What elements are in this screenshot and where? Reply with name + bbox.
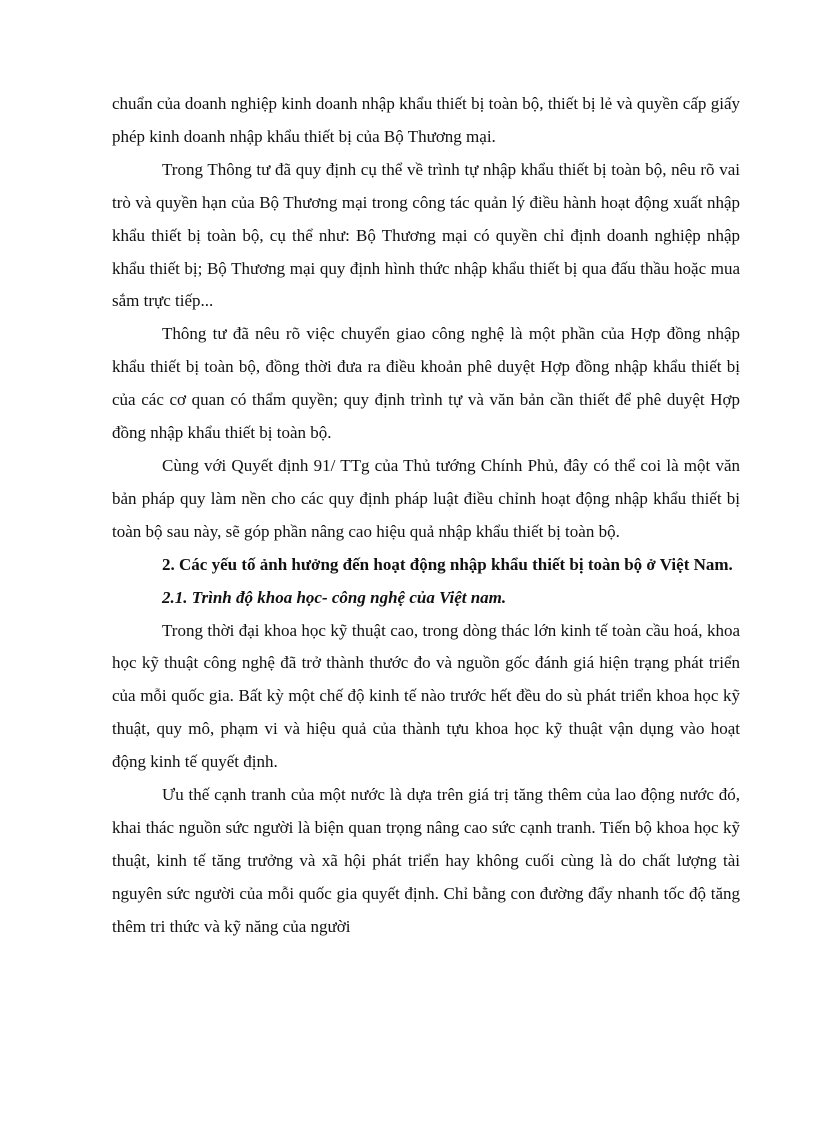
paragraph-competitive-advantage: Ưu thế cạnh tranh của một nước là dựa trên giá trị tăng thêm của lao động nước đó, khai thác nguồn sức người là biện quan trọng nâng cao sức cạnh tranh. Tiến bộ khoa học kỹ thuật, kinh tế tăng trưởng và xã hội phát triển hay không cuối cùng là do chất lượng tài nguyên sức người của mỗi quốc gia quyết định. Chỉ bằng con đường đẩy nhanh tốc độ tăng thêm tri thức và kỹ năng của người [112, 785, 740, 936]
paragraph-technology-transfer: Thông tư đã nêu rõ việc chuyển giao công nghệ là một phần của Hợp đồng nhập khẩu thiết bị toàn bộ, đồng thời đưa ra điều khoản phê duyệt Hợp đồng nhập khẩu thiết bị của các cơ quan có thẩm quyền; quy định trình tự và văn bản cần thiết để phê duyệt Hợp đồng nhập khẩu thiết bị toàn bộ. [112, 324, 740, 443]
subsection-heading: 2.1. Trình độ khoa học- công nghệ của Việt nam. [162, 587, 507, 607]
body-text [112, 88, 740, 944]
paragraph-continuation: chuẩn của doanh nghiệp kinh doanh nhập khẩu thiết bị toàn bộ, thiết bị lẻ và quyền cấp giấy phép kinh doanh nhập khẩu thiết bị của Bộ Thương mại. [112, 94, 740, 146]
paragraph-circular-content: Trong Thông tư đã quy định cụ thể về trình tự nhập khẩu thiết bị toàn bộ, nêu rõ vai trò và quyền hạn của Bộ Thương mại trong công tác quản lý điều hành hoạt động xuất nhập khẩu thiết bị toàn bộ, cụ thể như: Bộ Thương mại có quyền chỉ định doanh nghiệp nhập khẩu thiết bị; Bộ Thương mại quy định hình thức nhập khẩu thiết bị qua đấu thầu hoặc mua sắm trực tiếp... [112, 159, 740, 311]
paragraph-decision-91: Cùng với Quyết định 91/ TTg của Thủ tướng Chính Phủ, đây có thể coi là một văn bản pháp quy làm nền cho các quy định pháp luật điều chỉnh hoạt động nhập khẩu thiết bị toàn bộ sau này, sẽ góp phần nâng cao hiệu quả nhập khẩu thiết bị toàn bộ. [112, 455, 740, 541]
section-heading: 2. Các yếu tố ảnh hưởng đến hoạt động nhập khẩu thiết bị toàn bộ ở Việt Nam. [162, 554, 733, 574]
paragraph-science-technology: Trong thời đại khoa học kỹ thuật cao, trong dòng thác lớn kinh tế toàn cầu hoá, khoa học kỹ thuật công nghệ đã trở thành thước đo và nguồn gốc đánh giá hiện trạng phát triển của mỗi quốc gia. Bất kỳ một chế độ kinh tế nào trước hết đều do sù phát triển khoa học kỹ thuật, quy mô, phạm vi và hiệu quả của thành tựu khoa học kỹ thuật vận dụng vào hoạt động kinh tế quyết định. [112, 620, 740, 772]
